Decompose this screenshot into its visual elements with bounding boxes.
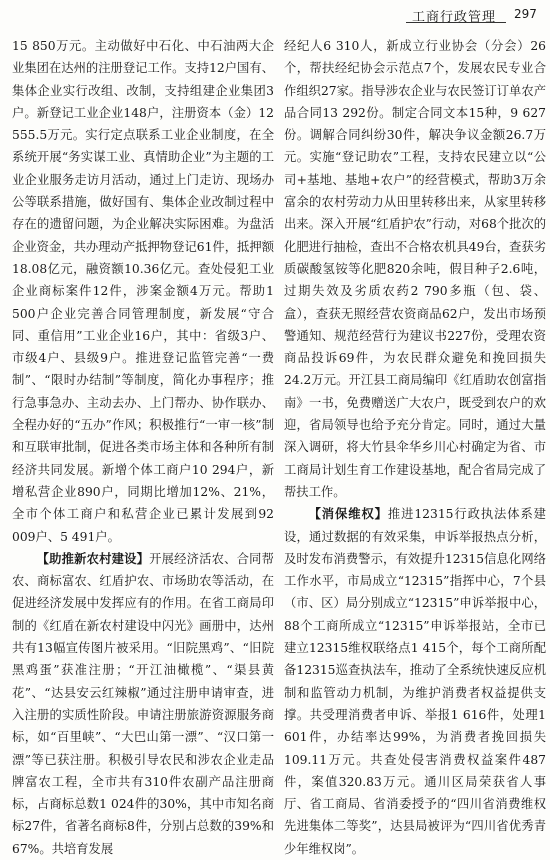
paragraph-industry-continued: 15 850万元。主动做好中石化、中石油两大企业集团在达州的注册登记工作。支持12户国有、集体企业实行改组、改制，支持组建企业集团3户。新登记工业企业148户，注册资本（金）12 555.5万元。实行定点联系工业企业制度，在全系统开展“务实谋工业、真情助企业”为主题的工业企业服务走访月活动，通过上门走访、现场办公等联系措施，做好国有、集体企业改制过程中存在的遗留问题，为企业解决实际困难。为盘活企业资金，共办理动产抵押物登记61件，抵押额18.08亿元，融资额10.36亿元。查处侵犯工业企业商标案件12件，涉案金额4万元。帮助1 500户企业完善合同管理制度，新发展“守合同、重信用”工业企业16户，其中：省级3户、市级4户、县级9户。推进登记监管完善“一费制”、“限时办结制”等制度，简化办事程序；推行急事急办、主动去办、上门帮办、协作联办、全程办好的“五办”作风；积极推行“一审一核”制和互联审批制，促进各类市场主体和各种所有制经济共同发展。新增个体工商户10 294户，新增私营企业890户，同期比增加12%、21%，全市个体工商户和私营企业已累计发展到92 009户、5 491户。 [12,39,274,544]
section-heading-new-rural: 【助推新农村建设】 [36,551,150,566]
right-column [284,35,546,860]
header-rule [406,22,506,23]
page-header [0,0,550,28]
paragraph-body: 开展经济活农、合同帮农、商标富农、红盾护农、市场助农等活动，在促进经济发展中发挥应有的作用。在省工商局印制的《红盾在新农村建设中闪光》画册中，达州共有13幅宣传图片被采用。“旧院黑鸡”、“旧院黑鸡蛋”获准注册；“开江油橄榄”、“渠县黄花”、“达县安云红辣椒”通过注册申请审查，进入注册的实质性阶段。申请注册旅游资源服务商标，如“百里峡”、“大巴山第一漂”、“汉口第一漂”等已获注册。积极引导农民和涉农企业走品牌富农工程，全市共有310件农副产品注册商标，占商标总数1 024件的30%，其中市知名商标27件，省著名商标8件，分别占总数的39%和67%。共培育发展 [12,551,274,856]
left-column [12,35,274,860]
section-heading-consumer-rights: 【消保维权】 [308,507,388,522]
paragraph-new-rural-construction [12,548,274,860]
page-number: 297 [514,7,537,21]
paragraph-consumer-rights [284,503,546,860]
paragraph-rural-continued: 经纪人6 310人，新成立行业协会（分会）26个，帮扶经纪协会示范点7个，发展农民专业合作组织27家。指导涉农企业与农民签订订单农产品合同13 292份。制定合同文本15种，9 627份。调解合同纠纷30件，解决争议金额26.7万元。实施“登记助农”工程，支持农民建立以“公司+基地、基地+农户”的经营模式，帮助3万余富余的农村劳动力从田里转移出来，从家里转移出来。深入开展“红盾护农”行动，对68个批次的化肥进行抽检，查出不合格农机具49台，查获劣质碳酸氢铵等化肥820余吨，假目种子2.6吨，过期失效及劣质农药2 790多瓶（包、袋、盒），查获无照经营农资商品62户，发出市场预警通知、规范经营行为建议书227份，受理农资商品投诉69件，为农民群众避免和挽回损失24.2万元。开江县工商局编印《红盾助农创富指南》一书，免费赠送广大农户，既受到农户的欢迎，省局领导也给予充分肯定。同时，通过大量深入调研，将大竹县伞华乡川心村确定为省、市工商局计划生育工作建设基地，配合省局完成了帮扶工作。 [284,39,546,499]
paragraph-body: 推进12315行政执法体系建设，通过数据的有效采集，申诉举报热点分析，及时发布消费警示，有效提升12315信息化网络工作水平，市局成立“12315”指挥中心，7个县（市、区）局分别成立“12315”申诉举报中心，88个工商所成立“12315”申诉举报站，全市已建立12315维权联络点1 415个，每个工商所配备12315巡查执法车，推动了全系统快速反应机制和监管动力机制，为维护消费者权益提供支撑。共受理消费者申诉、举报1 616件，处理1 601件，办结率达99%，为消费者挽回损失109.11万元。共查处侵害消费权益案件487件，案值320.83万元。通川区局荣获省人事厅、省工商局、省消委授予的“四川省消费维权先进集体二等奖”，达县局被评为“四川省优秀青少年维权岗”。 [284,507,546,856]
running-head-title: 工商行政管理 [412,10,497,25]
